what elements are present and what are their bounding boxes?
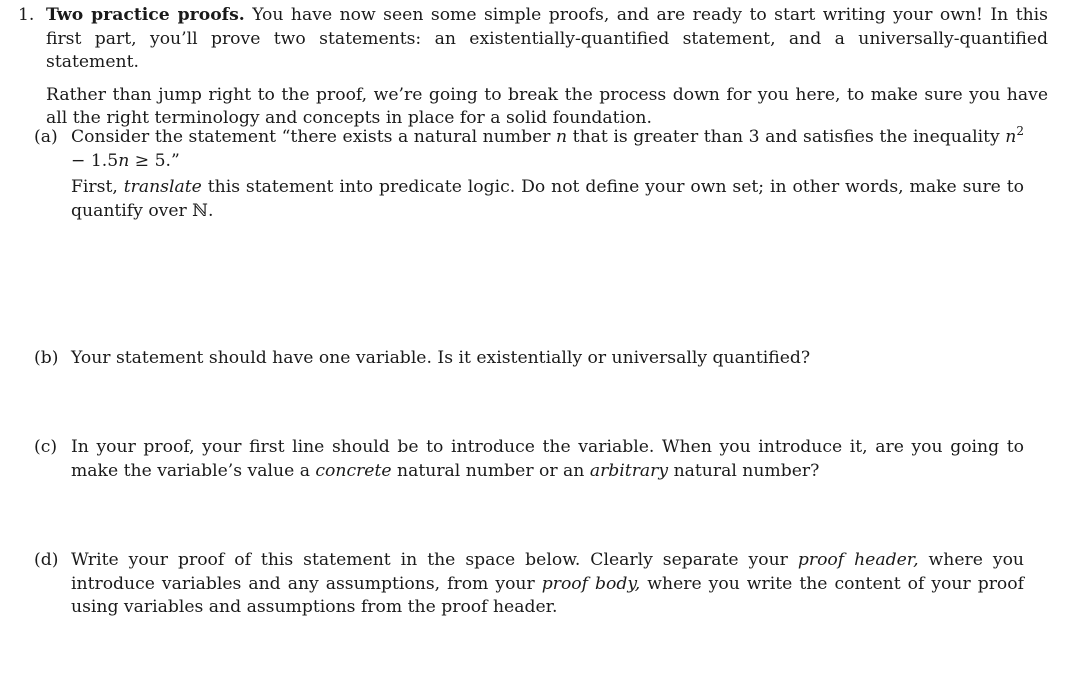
part-a-variable: n	[556, 127, 568, 147]
math-variable-2: n	[118, 150, 130, 171]
math-base: n	[1005, 127, 1017, 147]
part-c-text-mid: natural number or an	[391, 460, 590, 481]
math-rest-2: ≥ 5.”	[129, 150, 180, 171]
part-d-text-prefix: Write your proof of this statement in the space below. Clearly separate your	[71, 550, 798, 570]
part-c-em-concrete: concrete	[315, 460, 392, 481]
part-c	[34, 436, 1024, 483]
part-d-text-suffix: where you write the content of your proof using variables and assumptions from the proof header.	[71, 573, 1024, 617]
intro-paragraph-1	[46, 4, 1048, 75]
problem-intro	[46, 4, 1048, 131]
part-d-label: (d)	[34, 550, 59, 570]
part-b	[34, 347, 1024, 371]
part-c-em-arbitrary: arbitrary	[589, 460, 669, 481]
part-d-em-header: proof header,	[797, 550, 919, 570]
part-c-text-prefix: In your proof, your first line should be to introduce the variable. When you introduce it, are you going to make the variable’s value a	[71, 437, 1024, 481]
part-d-text-mid: where you introduce variables and any assumptions, from your	[71, 550, 1024, 594]
part-a-instr-suffix: this statement into predicate logic. Do not define your own set; in other words, make sure to quantify over ℕ.	[71, 177, 1024, 221]
part-a-statement	[71, 126, 1024, 173]
part-a-label: (a)	[34, 127, 58, 147]
part-a-text-prefix: Consider the statement “there exists a natural number	[71, 127, 557, 147]
part-c-text	[71, 436, 1024, 483]
intro-paragraph-2: Rather than jump right to the proof, we’re going to break the process down for you here, to make sure you have all the right terminology and concepts in place for a solid foundation.	[46, 84, 1048, 128]
part-a-instr-em: translate	[123, 177, 202, 197]
part-a	[34, 126, 1024, 223]
problem-1	[18, 4, 1048, 131]
part-a-instruction	[71, 176, 1024, 223]
problem-number: 1.	[18, 5, 35, 25]
problem-title: Two practice proofs.	[46, 5, 245, 25]
math-exponent: 2	[1016, 124, 1025, 138]
math-rest-1: − 1.5	[71, 150, 119, 171]
intro-text-1: You have now seen some simple proofs, and are ready to start writing your own! In this first part, you’ll prove two statements: an existentially-quantified statement, and a universally-quantified statement.	[46, 5, 1049, 72]
part-d-text	[71, 549, 1024, 620]
part-b-label: (b)	[34, 348, 59, 368]
part-d-em-body: proof body,	[541, 573, 641, 594]
part-d	[34, 549, 1024, 620]
part-a-instr-prefix: First,	[71, 177, 124, 197]
part-a-text	[71, 126, 1024, 223]
part-a-text-mid: that is greater than 3 and satisfies the inequality	[567, 127, 1006, 147]
part-c-text-suffix: natural number?	[668, 460, 820, 481]
part-c-label: (c)	[34, 437, 58, 457]
part-b-text: Your statement should have one variable. Is it existentially or universally quantified?	[71, 348, 811, 368]
